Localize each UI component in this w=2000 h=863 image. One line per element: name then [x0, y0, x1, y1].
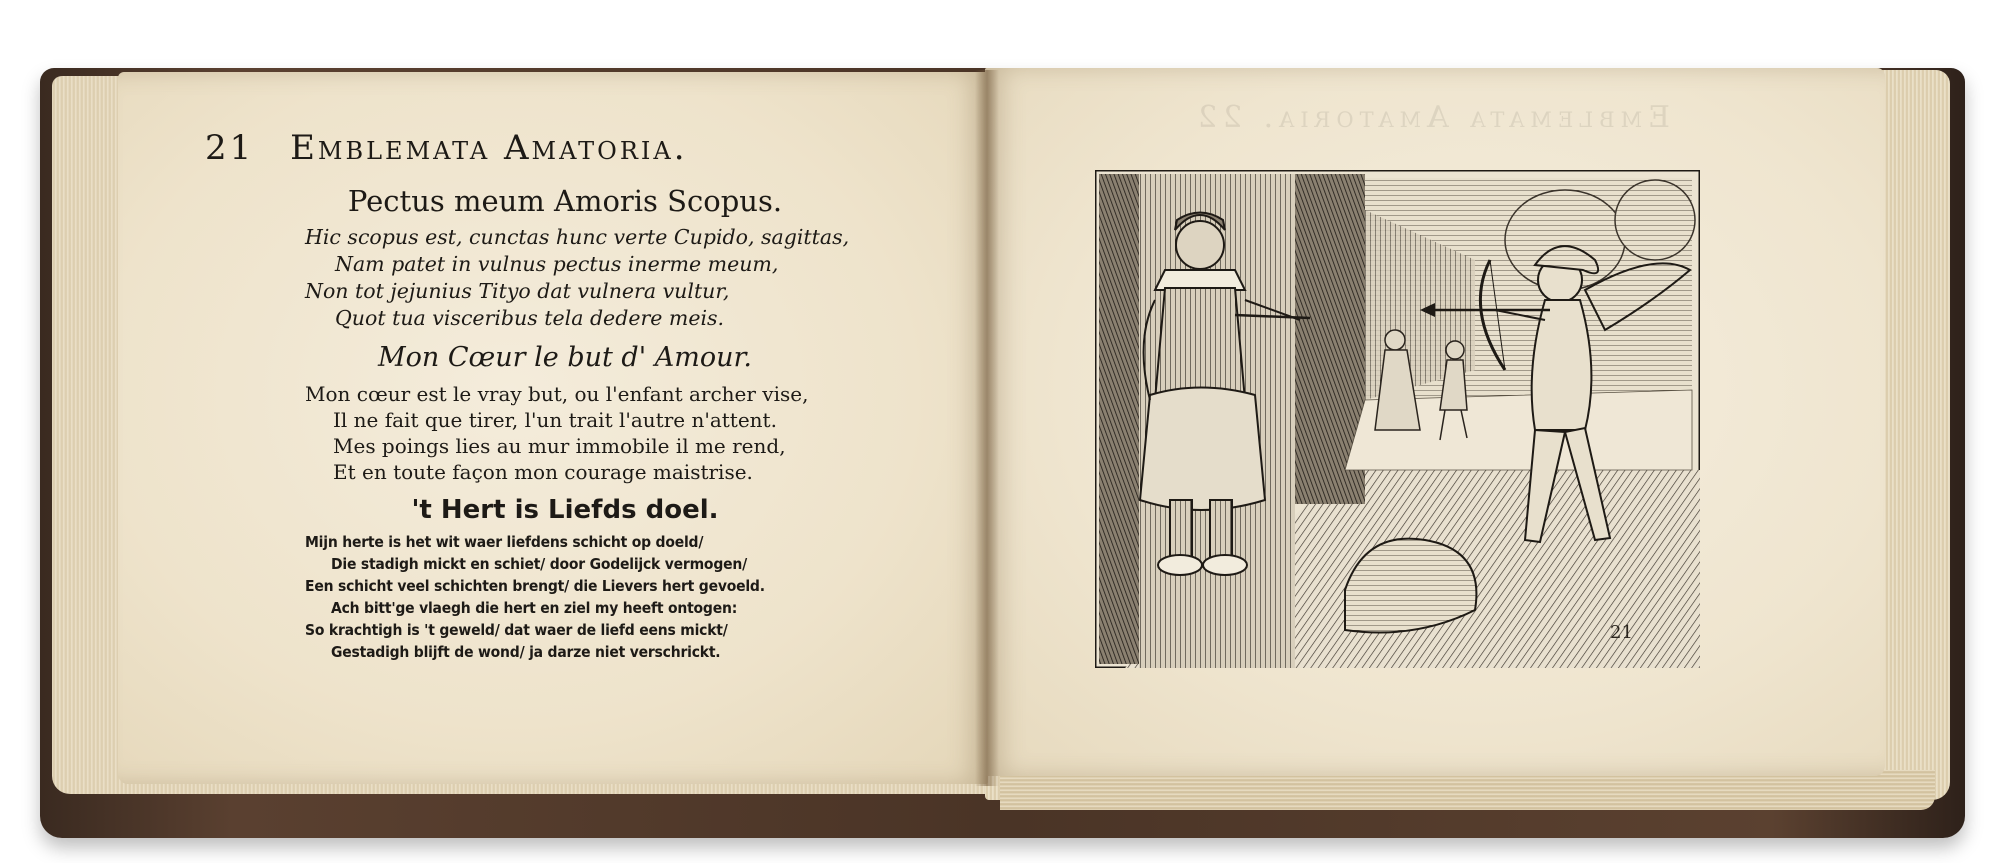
- emblem-engraving: [1095, 170, 1700, 668]
- book-title: Emblemata Amatoria.: [290, 128, 688, 168]
- latin-verse-line: Non tot jejunius Tityo dat vulnera vultur,: [305, 279, 730, 303]
- running-head: [205, 128, 905, 168]
- latin-verse: [305, 224, 850, 332]
- emblem-text: [305, 178, 850, 663]
- page-number: 21: [205, 128, 255, 168]
- french-verse-line: Et en toute façon mon courage maistrise.: [333, 460, 753, 484]
- french-verse-line: Il ne fait que tirer, l'un trait l'autre n'attent.: [333, 408, 777, 432]
- latin-motto: Pectus meum Amoris Scopus.: [347, 184, 783, 218]
- bottom-page-edges: [1000, 770, 1935, 810]
- dutch-verse-line: Mijn herte is het wit waer liefdens schicht op doeld/: [305, 533, 704, 551]
- plate-number: 21: [1610, 622, 1633, 643]
- book-gutter: [975, 70, 999, 786]
- dutch-verse-line: Ach bitt'ge vlaegh die hert en ziel my heeft ontogen:: [331, 599, 738, 617]
- dutch-verse-line: Gestadigh blijft de wond/ ja darze niet verschrickt.: [331, 643, 721, 661]
- latin-verse-line: Hic scopus est, cunctas hunc verte Cupido, sagittas,: [305, 225, 850, 249]
- french-verse-line: Mon cœur est le vray but, ou l'enfant archer vise,: [305, 382, 809, 406]
- dutch-verse-line: Een schicht veel schichten brengt/ die Lievers hert gevoeld.: [305, 577, 765, 595]
- french-verse-line: Mes poings lies au mur immobile il me rend,: [333, 434, 786, 458]
- latin-verse-line: Nam patet in vulnus pectus inerme meum,: [335, 252, 779, 276]
- dutch-verse: [305, 531, 825, 663]
- latin-verse-line: Quot tua visceribus tela dedere meis.: [335, 306, 725, 330]
- dutch-motto: 't Hert is Liefds doel.: [411, 495, 719, 525]
- french-motto: Mon Cœur le but d' Amour.: [378, 342, 752, 373]
- french-verse: [305, 381, 825, 485]
- dutch-verse-line: Die stadigh mickt en schiet/ door Godelijck vermogen/: [331, 555, 747, 573]
- dutch-verse-line: So krachtigh is 't geweld/ dat waer de liefd eens mickt/: [305, 621, 728, 639]
- show-through-text: Emblemata Amatoria. 22: [1191, 100, 1670, 135]
